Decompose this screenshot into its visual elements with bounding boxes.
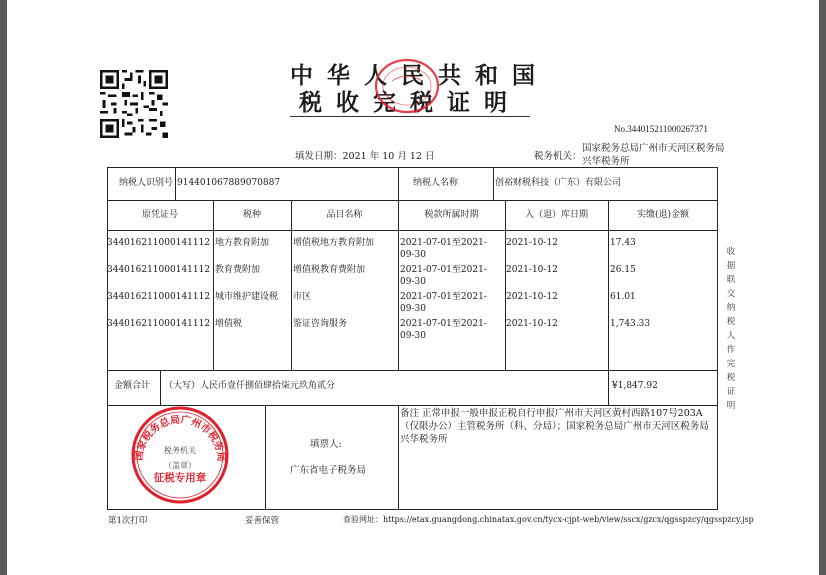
table-row-tax-type: 城市维护建设税	[215, 292, 279, 302]
table-row-voucher: 344016211000141112	[107, 238, 211, 248]
keep-safe-note: 妥善保管	[245, 516, 280, 526]
table-row-period-end: 09-30	[400, 304, 426, 314]
table-row-item: 市区	[293, 292, 312, 302]
filler-value: 广东省电子税务局	[290, 465, 367, 476]
print-count: 第1次打印	[108, 516, 148, 526]
side-note: 收据联 交纳税人作完税证明	[726, 247, 736, 411]
col-amount: 实缴(退)金额	[636, 210, 690, 220]
table-row-amount: 26.15	[610, 265, 636, 275]
title-line-1: 中华人民共和国	[290, 62, 549, 89]
svg-text:国家税务总局广州市税务局: 国家税务总局广州市税务局	[133, 414, 227, 463]
svg-text:征税专用章: 征税专用章	[153, 472, 207, 484]
table-row-amount: 1,743.33	[610, 319, 651, 329]
official-seal-icon	[128, 405, 232, 505]
taxpayer-id-value: 914401067889070887	[177, 178, 281, 188]
table-row-date: 2021-10-12	[506, 292, 558, 302]
table-row-item: 鉴证咨询服务	[293, 319, 348, 329]
table-row-tax-type: 地方教育附加	[215, 238, 270, 248]
table-row-period-end: 09-30	[400, 250, 426, 260]
table-row-period: 2021-07-01至2021-	[400, 292, 487, 302]
table-row-item: 增值税地方教育附加	[293, 238, 375, 248]
title-underline	[290, 116, 530, 117]
verify-url[interactable]: 查验网址：https://etax.guangdong.chinatax.gov.cn/tycx-cjpt-web/view/sscx/gzcx/qgsspzcy/qgsspzcy.jsp	[343, 515, 754, 524]
table-row-item: 增值税教育费附加	[293, 265, 366, 275]
col-period: 税款所属时期	[424, 210, 479, 220]
total-label: 金额合计	[114, 381, 151, 391]
tax-authority-value: 国家税务总局广州市天河区税务局兴华税务所	[582, 143, 725, 167]
col-date: 入（退）库日期	[524, 210, 588, 220]
table-row-voucher: 344016211000141112	[107, 319, 211, 329]
remarks: 备注 正常申报一般申报正税自行申报广州市天河区黄村西路107号203A（仅限办公）主管税务所（科、分局）；国家税务总局广州市天河区税务局兴华税务所	[400, 408, 709, 445]
title-line-2: 税收完税证明	[299, 89, 521, 116]
table-row-period: 2021-07-01至2021-	[400, 265, 487, 275]
svg-text:（盖章）: （盖章）	[164, 461, 196, 470]
table-row-period-end: 09-30	[400, 277, 426, 287]
table-row-period: 2021-07-01至2021-	[400, 238, 487, 248]
table-row-date: 2021-10-12	[506, 265, 558, 275]
table-row-amount: 17.43	[610, 238, 636, 248]
table-row-period-end: 09-30	[400, 331, 426, 341]
taxpayer-name-label: 纳税人名称	[413, 178, 459, 188]
taxpayer-id-label: 纳税人识别号	[119, 178, 174, 188]
table-row-tax-type: 教育费附加	[215, 265, 261, 275]
total-amount: ¥1,847.92	[612, 381, 658, 391]
svg-text:税务机关: 税务机关	[164, 446, 196, 455]
table-row-date: 2021-10-12	[506, 319, 558, 329]
issue-date: 填发日期：2021 年 10 月 12 日	[295, 151, 435, 162]
tax-authority-label: 税务机关：	[534, 151, 582, 162]
total-in-words: （大写）人民币壹仟捌佰肆拾柒元玖角贰分	[164, 381, 336, 391]
qr-code-icon	[98, 70, 170, 138]
taxpayer-name-value: 创裕财税科技（广东）有限公司	[495, 178, 622, 188]
certificate-number: No.344015211000267371	[614, 124, 708, 134]
table-row-period: 2021-07-01至2021-	[400, 319, 487, 329]
table-row-tax-type: 增值税	[215, 319, 243, 329]
table-row-amount: 61.01	[610, 292, 636, 302]
title-seal-icon	[374, 57, 440, 115]
table-row-date: 2021-10-12	[506, 238, 558, 248]
filler-label: 填票人:	[310, 439, 342, 450]
table-row-voucher: 344016211000141112	[107, 265, 211, 275]
col-item: 品目名称	[326, 210, 363, 220]
col-voucher: 原凭证号	[141, 210, 178, 220]
col-tax-type: 税种	[242, 210, 261, 220]
table-row-voucher: 344016211000141112	[107, 292, 211, 302]
